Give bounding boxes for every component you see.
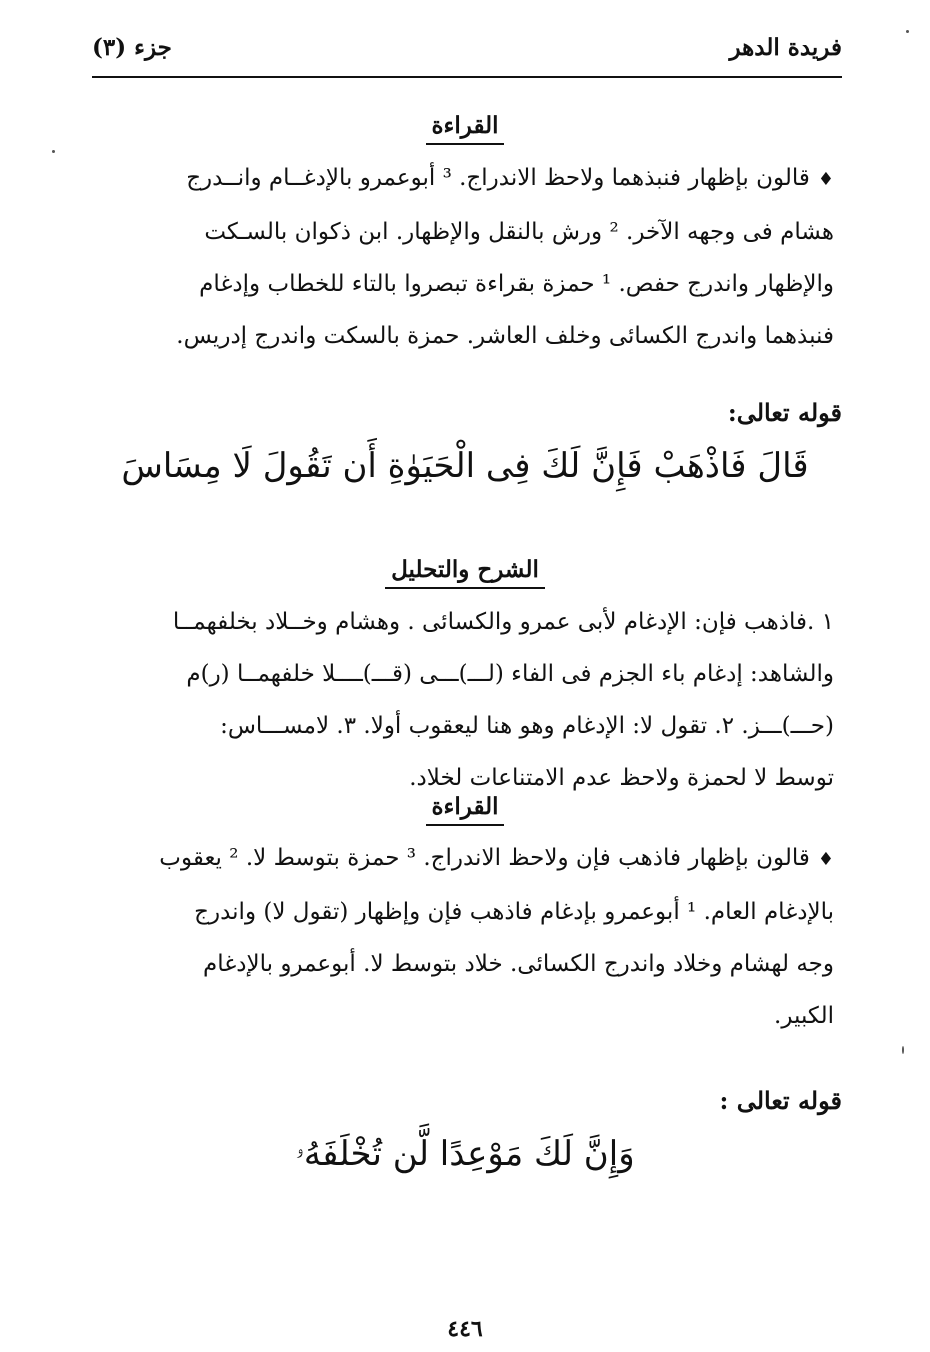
reading-paragraph-2 <box>96 832 834 1042</box>
scan-speck <box>906 30 909 33</box>
paragraph-line: وجه لهشام وخلاد واندرج الكسائى. خلاد بتوسط لا. أبوعمرو بالإدغام <box>202 951 834 977</box>
section-heading-text: القراءة <box>426 793 505 826</box>
paragraph-line: والإظهار واندرج حفص. ¹ حمزة بقراءة تبصروا بالتاء للخطاب وإدغام <box>199 271 834 297</box>
paragraph-line: فنبذهما واندرج الكسائى وخلف العاشر. حمزة بالسكت واندرج إدريس. <box>176 323 834 349</box>
section-heading-reading-2 <box>0 793 930 826</box>
section-heading-text: القراءة <box>426 112 505 145</box>
section-heading-text: الشرح والتحليل <box>385 556 545 589</box>
section-heading-explanation <box>0 556 930 589</box>
paragraph-line: والشاهد: إدغام باء الجزم فى الفاء (لـــ)ـــى (قـــ)ــــلا خلفهمــا (ر)م <box>186 661 834 687</box>
line-text: قالون بإظهار فنبذهما ولاحظ الاندراج. ³ أبوعمرو بالإدغــام وانــدرج <box>186 165 810 191</box>
paragraph-line: هشام فى وجهه الآخر. ² ورش بالنقل والإظهار. ابن ذكوان بالسـكت <box>204 219 834 245</box>
verse-label-1: قوله تعالى: <box>727 398 842 427</box>
page-number: ٤٤٦ <box>447 1316 483 1342</box>
reading-paragraph-1 <box>96 152 834 362</box>
diamond-bullet-icon: ♦ <box>817 849 834 870</box>
paragraph-line: توسط لا لحمزة ولاحظ عدم الامتناعات لخلاد. <box>409 765 834 791</box>
paragraph-line <box>96 152 834 206</box>
scan-speck <box>902 1046 904 1054</box>
part-label: جزء (٣) <box>92 34 172 61</box>
diamond-bullet-icon: ♦ <box>817 169 834 190</box>
verse-label-2: قوله تعالى : <box>719 1086 842 1115</box>
line-text: قالون بإظهار فاذهب فإن ولاحظ الاندراج. ³ حمزة بتوسط لا. ² يعقوب <box>159 845 810 871</box>
quran-verse-2: وَإِنَّ لَكَ مَوْعِدًا لَّن تُخْلَفَهُۥ <box>295 1134 635 1174</box>
book-title: فريدة الدهر <box>729 34 842 61</box>
paragraph-line <box>96 832 834 886</box>
header-rule <box>92 76 842 78</box>
paragraph-line: (حـــ)ـــز. ٢. تقول لا: الإدغام وهو هنا ليعقوب أولا. ٣. لامســـاس: <box>220 713 834 739</box>
quran-verse-1: قَالَ فَاذْهَبْ فَإِنَّ لَكَ فِى الْحَيَوٰةِ أَن تَقُولَ لَا مِسَاسَ <box>121 446 809 486</box>
scan-speck <box>52 150 55 153</box>
paragraph-line: بالإدغام العام. ¹ أبوعمرو بإدغام فاذهب فإن وإظهار (تقول لا) واندرج <box>194 899 834 925</box>
paragraph-line: ١ .فاذهب فإن: الإدغام لأبى عمرو والكسائى . وهشام وخــلاد بخلفهمــا <box>172 609 834 635</box>
running-header <box>92 34 842 74</box>
section-heading-reading-1 <box>0 112 930 145</box>
explanation-paragraph <box>96 596 834 804</box>
paragraph-line: الكبير. <box>774 1003 834 1029</box>
